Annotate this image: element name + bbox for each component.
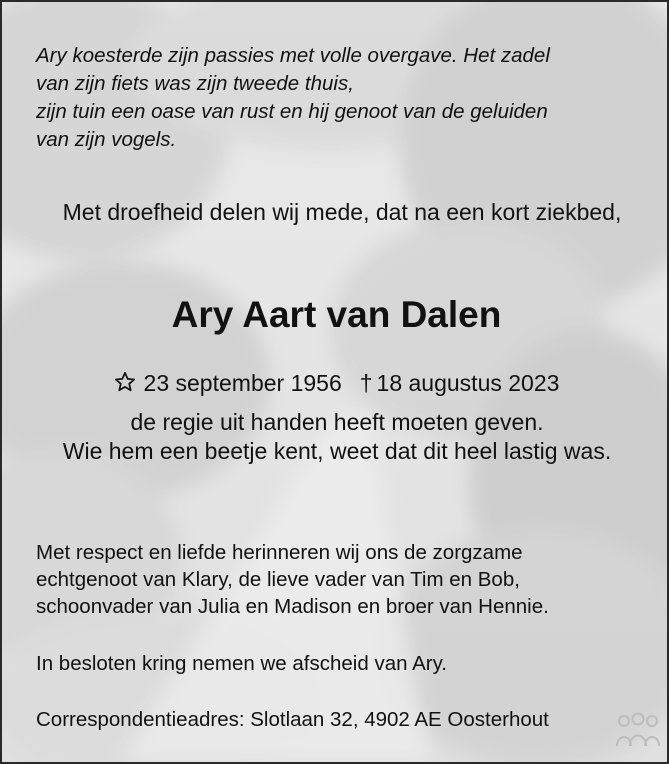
quote-line: van zijn fiets was zijn tweede thuis, <box>36 72 354 95</box>
people-group-logo-icon <box>614 712 662 750</box>
deceased-name: Ary Aart van Dalen <box>171 294 502 335</box>
cross-icon: † <box>359 369 373 396</box>
quote-line: Ary koesterde zijn passies met volle overgave. Het zadel <box>36 44 550 67</box>
life-dates <box>2 366 669 398</box>
quote-line: van zijn vogels. <box>36 128 177 151</box>
regie-text <box>42 408 632 466</box>
announcement-intro: Met droefheid delen wij mede, dat na een kort ziekbed, <box>62 199 622 225</box>
remembrance-line: schoonvader van Julia en Madison en broer van Hennie. <box>36 595 549 618</box>
obituary-content <box>2 2 667 762</box>
death-date: 18 augustus 2023 <box>376 369 560 396</box>
quote-line: zijn tuin een oase van rust en hij genoot van de geluiden <box>36 100 548 123</box>
family-remembrance <box>36 539 656 620</box>
farewell-note: In besloten kring nemen we afscheid van Ary. <box>36 652 447 675</box>
birth-date: 23 september 1956 <box>143 369 342 396</box>
star-icon <box>114 370 136 392</box>
regie-line: de regie uit handen heeft moeten geven. <box>130 409 544 435</box>
remembrance-line: echtgenoot van Klary, de lieve vader van Tim en Bob, <box>36 568 520 591</box>
regie-line: Wie hem een beetje kent, weet dat dit heel lastig was. <box>62 438 612 464</box>
opening-quote <box>36 42 646 154</box>
remembrance-line: Met respect en liefde herinneren wij ons de zorgzame <box>36 541 523 564</box>
correspondence-address: Correspondentieadres: Slotlaan 32, 4902 AE Oosterhout <box>36 708 549 731</box>
